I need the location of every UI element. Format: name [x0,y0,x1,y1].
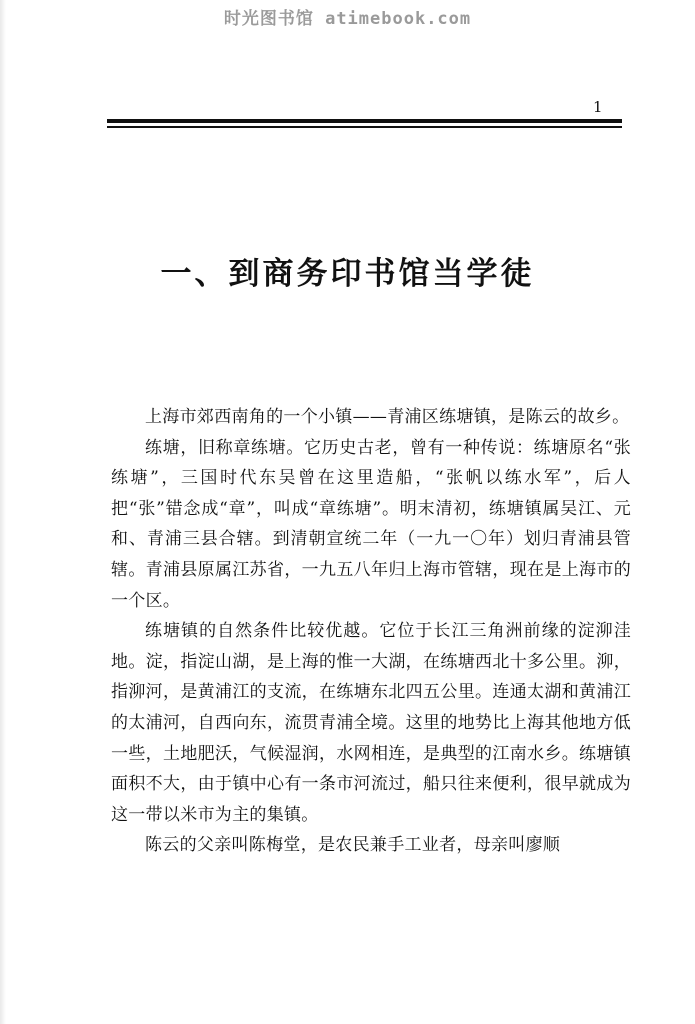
body-text [111,402,631,861]
paragraph: 陈云的父亲叫陈梅堂，是农民兼手工业者，母亲叫廖顺 [145,835,561,856]
binding-shadow [0,0,6,1024]
header-rule-thick [107,119,622,123]
page-number: 1 [593,98,603,116]
paragraph: 练塘，旧称章练塘。它历史古老，曾有一种传说：练塘原名“张练塘”，三国时代东吴曾在这里造船，“张帆以练水军”，后人把“张”错念成“章”，叫成“章练塘”。明末清初，练塘镇属吴江、元和、青浦三县合辖。到清朝宣统二年（一九一〇年）划归青浦县管辖。青浦县原属江苏省，一九五八年归上海市管辖，现在是上海市的一个区。 [111,437,631,611]
watermark: 时光图书馆 atimebook.com [223,9,472,29]
paragraph: 上海市郊西南角的一个小镇——青浦区练塘镇，是陈云的故乡。 [145,407,630,427]
header-rule-thin [107,126,622,128]
chapter-title: 一、到商务印书馆当学徒 [160,256,535,292]
paragraph: 练塘镇的自然条件比较优越。它位于长江三角洲前缘的淀泖洼地。淀，指淀山湖，是上海的惟一大湖，在练塘西北十多公里。泖，指泖河，是黄浦江的支流，在练塘东北四五公里。连通太湖和黄浦江的太浦河，自西向东，流贯青浦全境。这里的地势比上海其他地方低一些，土地肥沃，气候湿润，水网相连，是典型的江南水乡。练塘镇面积不大，由于镇中心有一条市河流过，船只往来便利，很早就成为这一带以米市为主的集镇。 [111,621,631,825]
